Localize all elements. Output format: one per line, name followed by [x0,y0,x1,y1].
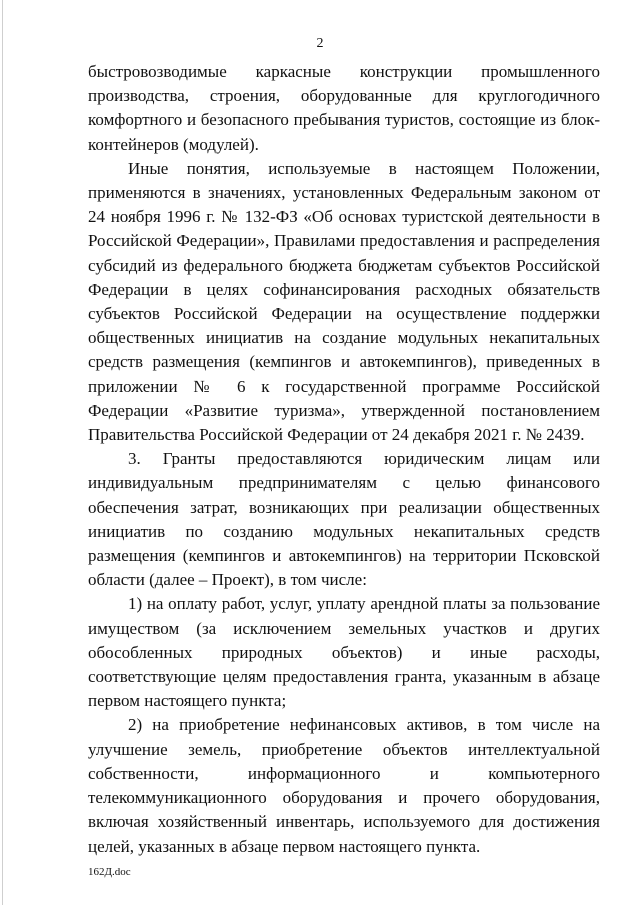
page-number: 2 [316,36,324,51]
page-edge-line [2,0,3,905]
document-body [88,60,600,859]
footer-filename: 162Д.doc [88,866,131,878]
paragraph-item-3-grants: 3. Гранты предоставляются юридическим лицам или индивидуальным предпринимателям с целью финансового обеспечения затрат, возникающих при реализации общественных инициатив по созданию модульных некапитальных средств размещения (кемпингов и автокемпингов) на территории Псковской области (далее – Проект), в том числе: [88,449,600,590]
paragraph-subitem-2: 2) на приобретение нефинансовых активов, в том числе на улучшение земель, приобретение объектов интеллектуальной собственности, информационного и компьютерного телекоммуникационного оборудования и прочего оборудования, включая хозяйственный инвентарь, используемого для достижения целей, указанных в абзаце первом настоящего пункта. [88,715,600,856]
paragraph-subitem-1: 1) на оплату работ, услуг, уплату арендной платы за пользование имуществом (за исключением земельных участков и других обособленных природных объектов) и иные расходы, соответствующие целям предоставления гранта, указанным в абзаце первом настоящего пункта; [88,594,600,711]
paragraph-other-terms: Иные понятия, используемые в настоящем Положении, применяются в значениях, установленных Федеральным законом от 24 ноября 1996 г. № 132-ФЗ «Об основах туристской деятельности в Российской Федерации», Правилами предоставления и распределения субсидий из федерального бюджета бюджетам субъектов Российской Федерации в целях софинансирования расходных обязательств субъектов Российской Федерации на осуществление поддержки общественных инициатив на создание модульных некапитальных средств размещения (кемпингов и автокемпингов), приведенных в приложении № 6 к государственной программе Российской Федерации «Развитие туризма», утвержденной постановлением Правительства Российской Федерации от 24 декабря 2021 г. № 2439. [88,158,600,445]
paragraph-definition-continuation: быстровозводимые каркасные конструкции промышленного производства, строения, оборудованные для круглогодичного комфортного и безопасного пребывания туристов, состоящие из блок-контейнеров (модулей). [88,62,600,154]
